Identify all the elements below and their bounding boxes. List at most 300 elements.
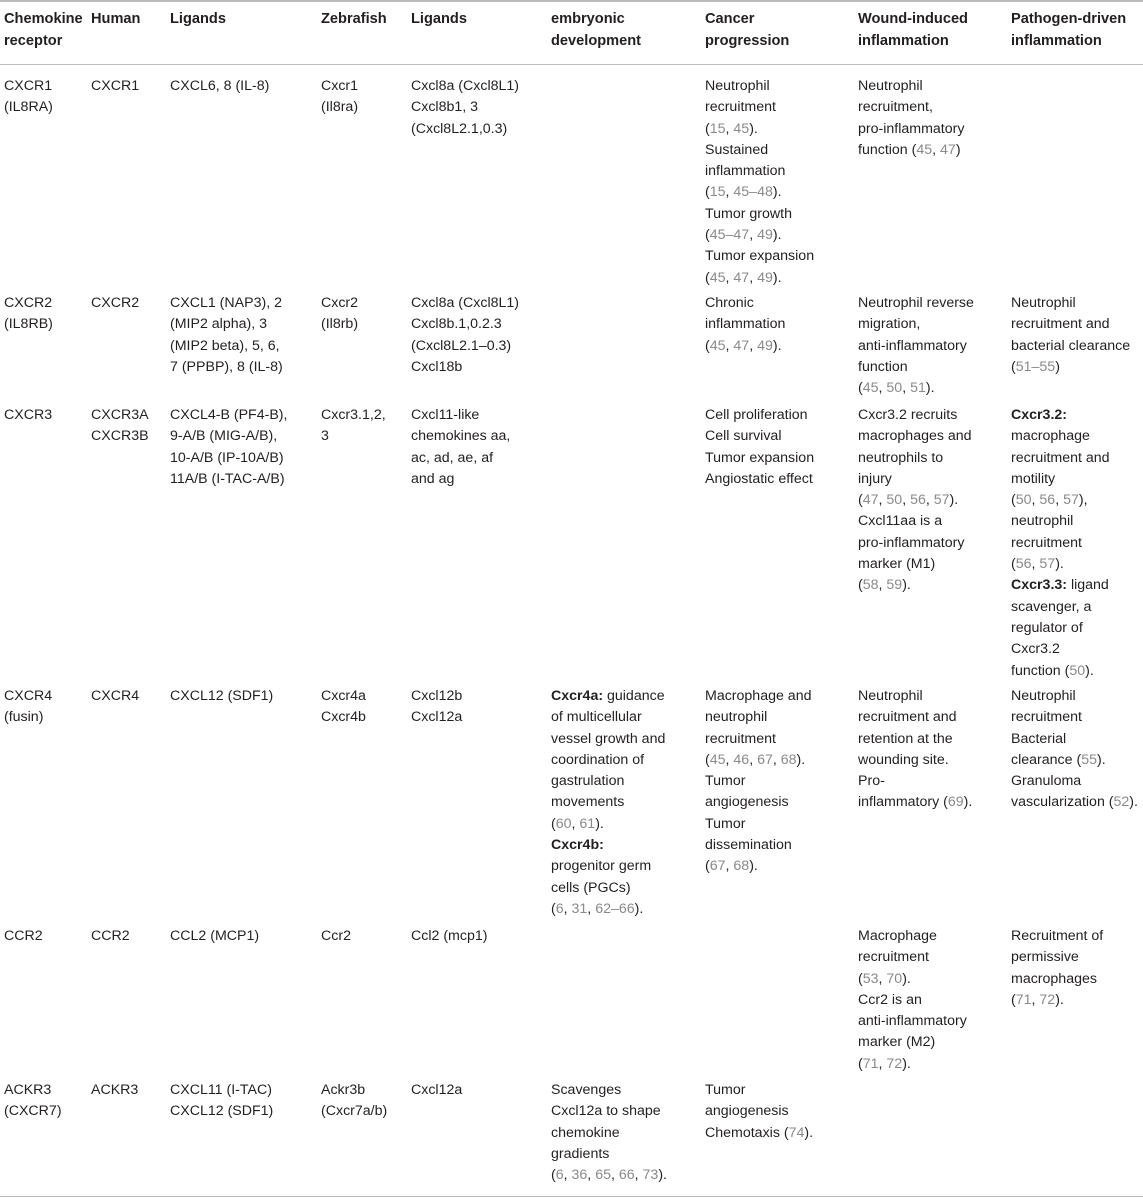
reference-link[interactable]: 73 — [642, 1167, 659, 1184]
cell-line — [1011, 533, 1110, 554]
cell-text: Cxcl8b.1,0.2.3 — [411, 316, 502, 333]
header-line: Wound-induced — [858, 11, 968, 27]
cell-line — [705, 246, 814, 267]
cell-zebrafish-ligands — [411, 76, 519, 140]
cell-line — [321, 426, 386, 447]
cell-text: Cell survival — [705, 428, 782, 445]
cell-zebrafish-ligands — [411, 926, 487, 947]
cell-line — [705, 856, 811, 877]
cell-text: Cxcr2 — [321, 295, 359, 311]
cell-text: ). — [925, 380, 935, 397]
cell-line — [858, 490, 972, 511]
cell-text: Neutrophil reverse — [858, 295, 974, 311]
cell-line — [858, 533, 972, 554]
header-human-ligands — [170, 8, 226, 30]
cell-line — [321, 97, 358, 118]
cell-line — [551, 835, 665, 856]
reference-link[interactable]: 69 — [947, 794, 964, 811]
cell-line — [551, 686, 665, 707]
header-line: inflammation — [858, 33, 949, 49]
cell-cancer-progression — [705, 293, 785, 357]
cell-text: Cxcr1 — [321, 78, 359, 94]
cell-line — [321, 314, 358, 335]
cell-text: gastrulation — [551, 773, 625, 790]
cell-text: 9-A/B (MIG-A/B), — [170, 428, 278, 445]
header-line: development — [551, 33, 642, 49]
cell-line — [705, 814, 811, 835]
cell-line — [1011, 947, 1103, 968]
cell-text: ( — [858, 492, 863, 509]
reference-link[interactable]: 60 — [555, 815, 572, 832]
cell-text: Neutrophil — [858, 688, 923, 704]
cell-text: marker (M2) — [858, 1034, 936, 1051]
reference-link[interactable]: 51 — [910, 380, 926, 397]
cell-pathogen-driven-inflammation — [1011, 293, 1130, 378]
cell-text: CXCR2 — [4, 295, 53, 311]
cell-text: Cxcl8b1, 3 — [411, 99, 479, 116]
reference-link[interactable]: 6 — [555, 900, 564, 917]
reference-link[interactable]: 72 — [886, 1055, 903, 1072]
cell-text: 11A/B (I-TAC-A/B) — [170, 470, 285, 487]
gene-label: Cxcr3.3: — [1011, 577, 1067, 594]
cell-line — [1011, 293, 1130, 314]
cell-human — [91, 1080, 138, 1101]
cell-line — [411, 405, 510, 426]
header-line: Pathogen-driven — [1011, 11, 1127, 27]
reference-link[interactable]: 49 — [757, 227, 773, 244]
cell-text: Cxcl18b — [411, 358, 463, 375]
cell-text: Cxcr3.1,2, — [321, 407, 386, 423]
cell-text: ). — [658, 1167, 667, 1184]
reference-link[interactable]: 15 — [709, 120, 726, 137]
reference-link[interactable]: 66 — [618, 1167, 635, 1184]
reference-link[interactable]: 68 — [780, 751, 797, 768]
cell-pathogen-driven-inflammation — [1011, 926, 1103, 1011]
cell-line — [1011, 511, 1110, 532]
cell-text: Ccr2 is an — [858, 991, 922, 1008]
cell-text: (IL8RB) — [4, 316, 53, 333]
cell-text: vascularization ( — [1011, 794, 1114, 811]
table-header-row — [0, 8, 1143, 56]
reference-link[interactable]: 49 — [757, 337, 773, 354]
cell-text: (CXCR7) — [4, 1103, 62, 1120]
cell-line — [705, 835, 811, 856]
cell-line — [170, 426, 287, 447]
cell-text: ). — [902, 970, 911, 987]
gene-label: Cxcr4a: — [551, 688, 604, 704]
cell-line — [170, 469, 287, 490]
cell-line — [705, 729, 811, 750]
cell-human-ligands — [170, 686, 273, 707]
cell-text: ). — [949, 492, 959, 509]
cell-text: , — [902, 380, 911, 397]
cell-text: ( — [705, 120, 710, 137]
reference-link[interactable]: 6 — [555, 1167, 564, 1184]
cell-text: Cxcr4a — [321, 688, 366, 704]
cell-chemokine-receptor — [4, 405, 52, 426]
cell-text: CXCL11 (I-TAC) — [170, 1082, 272, 1098]
cell-line — [858, 448, 972, 469]
reference-link[interactable]: 56 — [1015, 556, 1032, 573]
cell-chemokine-receptor — [4, 76, 53, 119]
cell-line — [4, 686, 52, 707]
cell-embryonic-development — [551, 686, 665, 920]
reference-link[interactable]: 70 — [886, 970, 903, 987]
cell-text: Neutrophil — [1011, 295, 1076, 311]
cell-line — [411, 926, 487, 947]
header-line: inflammation — [1011, 33, 1102, 49]
cell-text: , — [1031, 492, 1040, 509]
reference-link[interactable]: 45 — [862, 380, 879, 397]
cell-text: angiogenesis — [705, 1103, 789, 1120]
header-zebrafish — [321, 8, 387, 30]
header-line: Chemokine — [4, 11, 83, 27]
cell-text: vessel growth and — [551, 730, 666, 747]
cell-text: , — [563, 900, 572, 917]
cell-wound-induced-inflammation — [858, 76, 964, 161]
cell-text: ac, ad, ae, af — [411, 449, 494, 466]
reference-link[interactable]: 61 — [579, 815, 596, 832]
cell-text: Cxcl12a — [411, 1082, 463, 1098]
cell-text: Tumor — [705, 773, 746, 790]
cell-line — [4, 926, 43, 947]
cell-line — [91, 293, 139, 314]
cell-text: ). — [595, 815, 604, 832]
cell-line — [858, 750, 972, 771]
cell-human — [91, 686, 139, 707]
cell-line — [858, 469, 972, 490]
cell-text: ). — [772, 184, 782, 201]
cell-text: Tumor expansion — [705, 449, 815, 466]
header-human — [91, 8, 140, 30]
cell-text: Ackr3b — [321, 1082, 366, 1098]
header-line: Ligands — [411, 11, 467, 27]
cell-text: recruitment and — [1011, 449, 1110, 466]
cell-line — [170, 1101, 273, 1122]
cell-line — [551, 1123, 667, 1144]
cell-text: Cell proliferation — [705, 407, 808, 423]
cell-text: gradients — [551, 1145, 610, 1162]
cell-text: , — [587, 1167, 596, 1184]
cell-text: inflammation — [705, 316, 786, 333]
cell-text: ( — [858, 1055, 863, 1072]
cell-line — [1011, 575, 1110, 596]
cell-text: Cxcl11aa is a — [858, 513, 943, 530]
cell-human-ligands — [170, 76, 269, 97]
cell-text: , — [610, 1167, 619, 1184]
cell-text: function — [858, 358, 908, 375]
cell-text: Scavenges — [551, 1082, 622, 1098]
cell-line — [858, 76, 964, 97]
cell-text: Chronic — [705, 295, 754, 311]
reference-link[interactable]: 36 — [571, 1167, 588, 1184]
cell-zebrafish-ligands — [411, 293, 519, 378]
cell-line — [1011, 405, 1110, 426]
cell-text: , — [902, 492, 911, 509]
cell-text: ACKR3 — [91, 1082, 139, 1098]
cell-line — [705, 771, 811, 792]
cell-line — [411, 686, 462, 707]
cell-line — [321, 405, 386, 426]
reference-link[interactable]: 45–48 — [733, 184, 773, 201]
cell-text: CXCR3 — [4, 407, 53, 423]
cell-text: Cxcl8a (Cxcl8L1) — [411, 78, 520, 94]
cell-human-ligands — [170, 926, 259, 947]
reference-link[interactable]: 57 — [1063, 492, 1079, 509]
cell-text: inflammatory ( — [858, 794, 948, 811]
table-header-rule — [0, 64, 1143, 65]
cell-text: angiogenesis — [705, 794, 789, 811]
cell-text: ( — [705, 227, 710, 244]
cell-line — [170, 448, 287, 469]
reference-link[interactable]: 49 — [757, 269, 773, 286]
cell-text: , — [878, 380, 887, 397]
cell-line — [4, 1101, 62, 1122]
reference-link[interactable]: 72 — [1039, 991, 1056, 1008]
cell-line — [858, 969, 967, 990]
cell-line — [4, 293, 53, 314]
cell-line — [551, 856, 665, 877]
cell-text: recruitment and — [1011, 316, 1110, 333]
cell-line — [1011, 597, 1110, 618]
reference-link[interactable]: 58 — [862, 577, 879, 594]
cell-text: Pro- — [858, 773, 885, 790]
cell-line — [170, 405, 287, 426]
cell-line — [1011, 314, 1130, 335]
cell-text: function ( — [858, 141, 917, 158]
reference-link[interactable]: 55 — [1081, 751, 1097, 768]
cell-line — [858, 378, 974, 399]
cell-line — [858, 511, 972, 532]
cell-text: ). — [772, 269, 782, 286]
cell-line — [705, 225, 814, 246]
cell-text: recruitment — [1011, 534, 1082, 551]
cell-text: pro-inflammatory — [858, 120, 965, 137]
reference-link[interactable]: 52 — [1113, 794, 1130, 811]
cell-text: ( — [858, 970, 863, 987]
cell-text: Neutrophil — [858, 78, 923, 94]
reference-link[interactable]: 15 — [709, 184, 726, 201]
cell-line — [858, 686, 972, 707]
reference-link[interactable]: 62–66 — [595, 900, 635, 917]
cell-text: Cxcl12b — [411, 688, 463, 704]
cell-text: movements — [551, 794, 625, 811]
cell-text: ( — [858, 577, 863, 594]
cell-text: ). — [1085, 662, 1094, 679]
reference-link[interactable]: 47 — [940, 141, 956, 158]
cell-line — [4, 314, 53, 335]
reference-link[interactable]: 50 — [886, 380, 903, 397]
reference-link[interactable]: 46 — [733, 751, 750, 768]
cell-text: Ccr2 — [321, 928, 351, 944]
cell-line — [1011, 729, 1138, 750]
reference-link[interactable]: 68 — [733, 858, 750, 875]
cell-line — [91, 926, 130, 947]
cell-text: ligand — [1067, 577, 1109, 594]
reference-link[interactable]: 59 — [886, 577, 903, 594]
cell-text: , — [925, 492, 934, 509]
cell-line — [4, 97, 53, 118]
cell-chemokine-receptor — [4, 293, 53, 336]
cell-text: Chemotaxis ( — [705, 1124, 789, 1141]
cell-line — [411, 293, 519, 314]
cell-line — [858, 1032, 967, 1053]
cell-text: ). — [1055, 556, 1064, 573]
reference-link[interactable]: 51–55 — [1015, 358, 1056, 375]
cell-line — [705, 405, 814, 426]
cell-line — [321, 926, 351, 947]
reference-link[interactable]: 71 — [1015, 991, 1032, 1008]
reference-link[interactable]: 57 — [933, 492, 950, 509]
cell-text: ( — [1011, 358, 1016, 375]
cell-line — [1011, 357, 1130, 378]
cell-line — [551, 814, 665, 835]
cell-line — [705, 97, 814, 118]
cell-wound-induced-inflammation — [858, 293, 974, 399]
cell-line — [1011, 554, 1110, 575]
cell-text: ). — [1055, 991, 1064, 1008]
reference-link[interactable]: 50 — [1069, 662, 1086, 679]
cell-zebrafish — [321, 405, 386, 448]
cell-line — [705, 76, 814, 97]
cell-human-ligands — [170, 293, 283, 378]
cell-text: injury — [858, 470, 892, 487]
cell-line — [1011, 707, 1138, 728]
cell-line — [705, 268, 814, 289]
reference-link[interactable]: 57 — [1039, 556, 1056, 573]
reference-link[interactable]: 67 — [757, 751, 773, 768]
cell-text: Cxcl12a to shape — [551, 1103, 661, 1120]
cell-text: of multicellular — [551, 709, 642, 726]
header-line: progression — [705, 33, 790, 49]
cell-line — [705, 140, 814, 161]
cell-text: (Il8rb) — [321, 316, 359, 333]
cell-chemokine-receptor — [4, 1080, 62, 1123]
cell-text: Tumor — [705, 815, 746, 832]
cell-text: macrophage — [1011, 428, 1090, 445]
cell-zebrafish — [321, 926, 351, 947]
header-line: Cancer — [705, 11, 755, 27]
cell-text: , — [1031, 556, 1040, 573]
cell-text: , — [1055, 492, 1064, 509]
reference-link[interactable]: 45 — [916, 141, 933, 158]
cell-line — [1011, 990, 1103, 1011]
cell-embryonic-development — [551, 1080, 667, 1186]
cell-line — [1011, 618, 1110, 639]
reference-link[interactable]: 47 — [733, 269, 750, 286]
cell-text: , — [932, 141, 941, 158]
reference-link[interactable]: 53 — [862, 970, 879, 987]
cell-line — [411, 469, 510, 490]
reference-link[interactable]: 50 — [1015, 492, 1032, 509]
cell-line — [1011, 750, 1138, 771]
cell-text: bacterial clearance — [1011, 337, 1131, 354]
cell-line — [1011, 639, 1110, 660]
cell-line — [858, 990, 967, 1011]
cell-line — [551, 771, 665, 792]
cell-text: , — [563, 1167, 572, 1184]
cell-text: , — [749, 227, 758, 244]
cell-text: CCR2 — [4, 928, 43, 944]
cell-line — [1011, 336, 1130, 357]
header-line: embryonic — [551, 11, 625, 27]
cell-text: macrophages — [1011, 970, 1097, 987]
cell-human-ligands — [170, 1080, 273, 1123]
cell-line — [1011, 686, 1138, 707]
header-line: Zebrafish — [321, 11, 387, 27]
reference-link[interactable]: 47 — [862, 492, 879, 509]
reference-link[interactable]: 56 — [910, 492, 926, 509]
cell-text: ). — [772, 227, 782, 244]
cell-line — [858, 1011, 967, 1032]
cell-text: inflammation — [705, 163, 786, 180]
reference-link[interactable]: 71 — [862, 1055, 879, 1072]
reference-link[interactable]: 47 — [733, 337, 750, 354]
cell-text: Tumor growth — [705, 205, 792, 222]
cell-text: CXCL6, 8 (IL-8) — [170, 78, 270, 94]
cell-text: recruitment and — [858, 709, 957, 726]
reference-link[interactable]: 45–47 — [709, 227, 750, 244]
cell-text: anti-inflammatory — [858, 337, 967, 354]
cell-text: retention at the — [858, 730, 953, 747]
cell-cancer-progression — [705, 405, 814, 490]
cell-text: 7 (PPBP), 8 (IL-8) — [170, 358, 283, 375]
reference-link[interactable]: 50 — [886, 492, 903, 509]
cell-text: Recruitment of — [1011, 928, 1104, 944]
reference-link[interactable]: 45 — [709, 751, 726, 768]
cell-cancer-progression — [705, 686, 811, 878]
cell-line — [4, 405, 52, 426]
reference-link[interactable]: 45 — [709, 269, 726, 286]
cell-text: Neutrophil — [1011, 688, 1076, 704]
cell-line — [858, 947, 967, 968]
cell-text: (MIP2 alpha), 3 — [170, 316, 267, 333]
reference-link[interactable]: 45 — [733, 120, 750, 137]
cell-text: ( — [1011, 492, 1016, 509]
reference-link[interactable]: 74 — [788, 1124, 805, 1141]
cell-human — [91, 293, 139, 314]
cell-line — [858, 575, 972, 596]
reference-link[interactable]: 56 — [1039, 492, 1056, 509]
cell-text: Angiostatic effect — [705, 470, 813, 487]
cell-line — [705, 204, 814, 225]
reference-link[interactable]: 67 — [709, 858, 726, 875]
cell-human-ligands — [170, 405, 287, 490]
cell-chemokine-receptor — [4, 926, 43, 947]
cell-text: ). — [634, 900, 644, 917]
reference-link[interactable]: 31 — [571, 900, 588, 917]
header-wound-induced-inflammation — [858, 8, 968, 52]
cell-text: ( — [551, 900, 556, 917]
cell-line — [858, 405, 972, 426]
cell-line — [858, 771, 972, 792]
cell-text: ). — [796, 751, 806, 768]
cell-text: CXCL12 (SDF1) — [170, 688, 274, 704]
cell-line — [858, 792, 972, 813]
cell-line — [321, 76, 358, 97]
cell-line — [321, 293, 358, 314]
cell-text: , — [878, 492, 887, 509]
cell-line — [170, 357, 283, 378]
reference-link[interactable]: 45 — [709, 337, 726, 354]
cell-zebrafish — [321, 686, 366, 729]
cell-line — [411, 76, 519, 97]
reference-link[interactable]: 65 — [595, 1167, 611, 1184]
cell-line — [1011, 469, 1110, 490]
cell-text: ). — [749, 120, 758, 137]
cell-wound-induced-inflammation — [858, 926, 967, 1075]
cell-line — [411, 707, 462, 728]
